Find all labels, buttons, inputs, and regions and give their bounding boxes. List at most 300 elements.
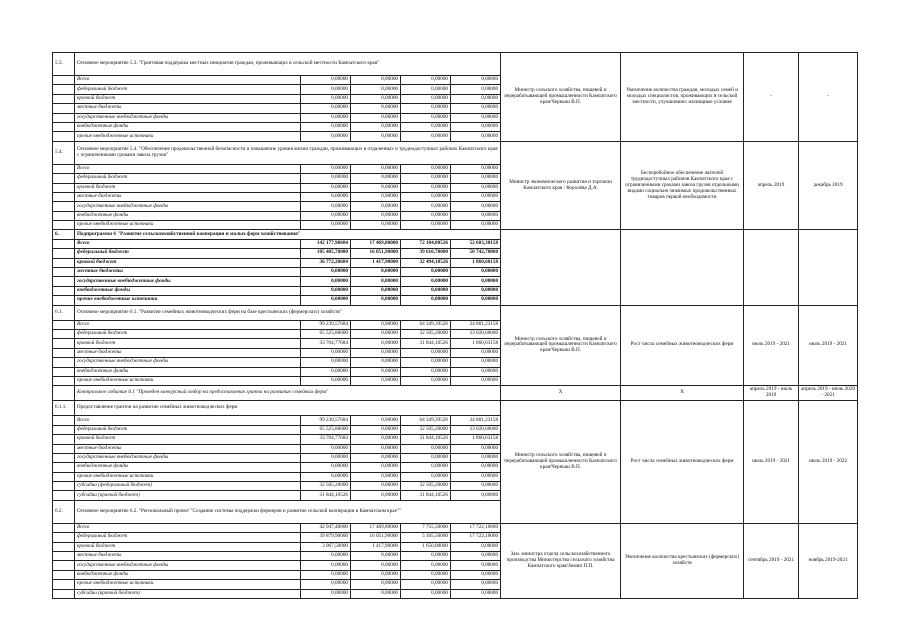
amount-cell: 0,00000 [401,552,451,561]
amount-cell: 0,00000 [301,113,351,122]
end-date-cell: июль 2019 - 2022 [799,401,858,524]
amount-cell: 1 417,90000 [351,258,401,267]
row-number-cell [53,463,75,472]
executor-cell: Зам. министра отдела сельскохозяйственного производства Министерства сельского хозяйства Камчатского края/Зимин П.П. [501,523,621,598]
funding-source-label: внебюджетные фонды [75,570,301,579]
funding-source-label: местные бюджеты [75,268,301,277]
funding-source-label: прочие внебюджетные источники [75,132,301,141]
amount-cell: 0,00000 [301,580,351,589]
amount-cell: 0,00000 [351,416,401,425]
amount-cell: 33 704,77684 [301,339,351,348]
funding-source-label: государственные внебюджетные фонды [75,277,301,286]
funding-source-label: прочие внебюджетные источники [75,221,301,230]
row-number-cell [53,580,75,589]
amount-cell: 0,00000 [451,561,501,570]
measure-row [53,141,858,164]
amount-cell: 52 603,30158 [451,239,501,248]
amount-cell: 0,00000 [301,296,351,305]
amount-cell: 0,00000 [451,286,501,295]
result-cell: X [621,386,744,401]
amount-cell: 0,00000 [401,296,451,305]
amount-cell: 0,00000 [451,552,501,561]
funding-source-label: федеральный бюджет [75,85,301,94]
amount-cell: 17 722,10000 [451,533,501,542]
amount-cell: 0,00000 [301,202,351,211]
amount-cell: 33 020,60000 [451,425,501,434]
amount-cell: 0,00000 [451,164,501,173]
amount-cell: 33 704,77684 [301,435,351,444]
amount-cell: 0,00000 [351,482,401,491]
row-number-cell [53,183,75,192]
amount-cell: 0,00000 [451,76,501,85]
end-date-cell [799,230,858,305]
amount-cell: 0,00000 [401,76,451,85]
amount-cell: 0,00000 [451,268,501,277]
amount-cell: 32 494,10526 [401,258,451,267]
funding-source-label: прочие внебюджетные источники [75,472,301,481]
row-number-cell [53,435,75,444]
amount-cell: 31 844,10526 [401,491,451,500]
amount-cell: 39 879,90000 [301,533,351,542]
row-number-cell [53,211,75,220]
amount-cell: 0,00000 [351,296,401,305]
amount-cell: 0,00000 [301,444,351,453]
row-number-cell [53,561,75,570]
amount-cell: 0,00000 [401,94,451,103]
amount-cell: 32 505,20000 [401,425,451,434]
amount-cell: 0,00000 [301,164,351,173]
amount-cell: 0,00000 [351,552,401,561]
amount-cell: 0,00000 [351,453,401,462]
amount-cell: 39 610,70000 [401,249,451,258]
amount-cell: 0,00000 [301,570,351,579]
amount-cell: 0,00000 [351,570,401,579]
amount-cell: 0,00000 [401,277,451,286]
amount-cell: 34 881,23158 [451,416,501,425]
funding-source-label: государственные внебюджетные фонды [75,358,301,367]
funding-source-label: внебюджетные фонды [75,122,301,131]
funding-source-label: федеральный бюджет [75,329,301,338]
amount-cell: 0,00000 [401,174,451,183]
end-date-cell: - [799,53,858,142]
result-cell [621,230,744,305]
row-number-cell [53,339,75,348]
item-number: 6.2. [53,500,75,523]
amount-cell: 0,00000 [451,104,501,113]
item-number: 5.4. [53,141,75,164]
funding-source-label: государственные внебюджетные фонды [75,202,301,211]
row-number-cell [53,268,75,277]
amount-cell: 0,00000 [451,296,501,305]
funding-row [53,523,858,532]
amount-cell: 0,00000 [351,113,401,122]
funding-source-label: местные бюджеты [75,192,301,201]
funding-source-label: государственные внебюджетные фонды [75,113,301,122]
amount-cell: 0,00000 [401,211,451,220]
amount-cell: 65 525,80000 [301,425,351,434]
item-number: 5.3. [53,53,75,76]
result-cell: Увеличение количества крестьянских (фермерских) хозяйств [621,523,744,598]
funding-source-label: краевой бюджет [75,339,301,348]
amount-cell: 1 860,63158 [451,339,501,348]
funding-source-label: государственные внебюджетные фонды [75,561,301,570]
row-number-cell [53,104,75,113]
amount-cell: 34 881,23158 [451,320,501,329]
amount-cell: 0,00000 [351,589,401,598]
subprogram-row [53,230,858,239]
row-number-cell [53,192,75,201]
row-number-cell [53,85,75,94]
start-date-cell: сентябрь 2019 - 2021 [744,523,799,598]
amount-cell: 0,00000 [451,358,501,367]
amount-cell: 0,00000 [351,367,401,376]
start-date-cell: июль 2019 - 2021 [744,401,799,524]
row-number-cell [53,348,75,357]
amount-cell: 0,00000 [301,76,351,85]
amount-cell: 105 405,70000 [301,249,351,258]
amount-cell: 0,00000 [401,122,451,131]
amount-cell: 0,00000 [351,491,401,500]
amount-cell: 17 469,80000 [351,239,401,248]
start-date-cell: апрель 2019 [744,141,799,230]
funding-source-label: внебюджетные фонды [75,463,301,472]
row-number-cell [53,329,75,338]
measure-row [53,53,858,76]
amount-cell: 0,00000 [351,339,401,348]
amount-cell: 0,00000 [401,183,451,192]
amount-cell: 0,00000 [351,221,401,230]
item-number: 6. [53,230,75,239]
amount-cell: 99 230,57684 [301,416,351,425]
amount-cell: 0,00000 [301,221,351,230]
amount-cell: 0,00000 [451,113,501,122]
amount-cell: 0,00000 [301,174,351,183]
end-date-cell: июль 2019 - 2021 [799,305,858,386]
amount-cell: 0,00000 [351,202,401,211]
row-number-cell [53,286,75,295]
row-number-cell [53,221,75,230]
funding-source-label: Всего [75,76,301,85]
result-cell: Бесперебойное обеспечение жителей труднодоступных районов Камчатского края с ограниченными сроками завоза грузов отдельными видами социально значимых продовольственных товаров первой необходимости [621,141,744,230]
item-number: 6.1. [53,305,75,320]
amount-cell: 0,00000 [451,472,501,481]
amount-cell: 0,00000 [401,104,451,113]
row-number-cell [53,542,75,551]
amount-cell: 0,00000 [351,268,401,277]
funding-source-label: местные бюджеты [75,552,301,561]
amount-cell: 65 525,80000 [301,329,351,338]
result-cell: Рост числа семейных животноводческих ферм [621,401,744,524]
result-cell: Увеличение количества граждан, молодых семей и молодых специалистов, проживающих в сельской местности, улучшивших жилищные условия [621,53,744,142]
amount-cell: 36 772,20684 [301,258,351,267]
item-number: 6.1.1. [53,401,75,416]
measure-title: Основное мероприятие 6.2. "Региональный проект "Создание системы поддержки фермеров и развитие сельской кооперации в Камчатском крае"" [75,500,501,523]
executor-cell [501,230,621,305]
amount-cell: 0,00000 [401,376,451,385]
funding-source-label: субсидии (краевой бюджет) [75,491,301,500]
funding-source-label: внебюджетные фонды [75,286,301,295]
executor-cell: Министр сельского хозяйства, пищевой и перерабатывающей промышленности Камчатского края/Черныш В.П. [501,401,621,524]
funding-source-label: внебюджетные фонды [75,367,301,376]
amount-cell: 0,00000 [351,435,401,444]
subprogram-title: Подпрограмма 6 "Развитие сельскохозяйственной кооперации и малых форм хозяйствования" [75,230,501,239]
amount-cell: 0,00000 [301,85,351,94]
funding-source-label: федеральный бюджет [75,533,301,542]
row-number-cell [53,491,75,500]
amount-cell: 0,00000 [451,85,501,94]
start-date-cell: июль 2019 - 2021 [744,305,799,386]
row-number-cell [53,376,75,385]
start-date-cell [744,230,799,305]
amount-cell: 32 505,20000 [401,329,451,338]
amount-cell: 0,00000 [351,348,401,357]
row-number-cell [53,258,75,267]
row-number-cell [53,202,75,211]
amount-cell: 0,00000 [401,132,451,141]
control-event-title: Контрольное событие 6.1 "Проведен конкурсный отбор на предоставление гранта на развитие семейных ферм" [75,386,501,401]
row-number-cell [53,239,75,248]
amount-cell: 0,00000 [351,183,401,192]
item-number [53,386,75,401]
amount-cell: 0,00000 [401,463,451,472]
amount-cell: 0,00000 [351,85,401,94]
funding-source-label: местные бюджеты [75,444,301,453]
measure-title: Основное мероприятие 5.4. "Обеспечение продовольственной безопасности и повышение уровня жизни граждан, проживающих в отдаленных и труднодоступных районах Камчатского края с ограниченными сроками завоза грузов" [75,141,501,164]
funding-source-label: краевой бюджет [75,94,301,103]
amount-cell: 0,00000 [351,561,401,570]
funding-source-label: субсидии (федеральный бюджет) [75,482,301,491]
funding-source-label: внебюджетные фонды [75,211,301,220]
amount-cell: 16 051,90000 [351,249,401,258]
amount-cell: 0,00000 [401,85,451,94]
amount-cell: 0,00000 [351,320,401,329]
amount-cell: 0,00000 [301,132,351,141]
funding-source-label: государственные внебюджетные фонды [75,453,301,462]
amount-cell: 0,00000 [301,358,351,367]
amount-cell: 0,00000 [451,277,501,286]
amount-cell: 0,00000 [351,122,401,131]
amount-cell: 0,00000 [301,277,351,286]
row-number-cell [53,425,75,434]
amount-cell: 0,00000 [301,183,351,192]
amount-cell: 7 755,50000 [401,523,451,532]
amount-cell: 0,00000 [401,367,451,376]
amount-cell: 0,00000 [301,552,351,561]
amount-cell: 0,00000 [351,211,401,220]
amount-cell: 0,00000 [351,94,401,103]
amount-cell: 17 722,10000 [451,523,501,532]
funding-source-label: Всего [75,523,301,532]
row-number-cell [53,320,75,329]
funding-source-label: субсидии (краевой бюджет) [75,589,301,598]
amount-cell: 0,00000 [401,348,451,357]
amount-cell: 31 844,10526 [301,491,351,500]
amount-cell: 0,00000 [351,132,401,141]
amount-cell: 0,00000 [451,211,501,220]
budget-table [52,52,858,599]
amount-cell: 0,00000 [351,329,401,338]
row-number-cell [53,174,75,183]
amount-cell: 0,00000 [451,491,501,500]
amount-cell: 0,00000 [301,561,351,570]
funding-source-label: краевой бюджет [75,258,301,267]
funding-source-label: федеральный бюджет [75,249,301,258]
funding-source-label: прочие внебюджетные источники [75,580,301,589]
amount-cell: 0,00000 [401,164,451,173]
end-date-cell: декабрь 2019 [799,141,858,230]
funding-source-label: федеральный бюджет [75,174,301,183]
funding-source-label: Всего [75,239,301,248]
funding-source-label: Всего [75,320,301,329]
amount-cell: 0,00000 [351,286,401,295]
funding-source-label: краевой бюджет [75,435,301,444]
amount-cell: 0,00000 [301,192,351,201]
amount-cell: 3 067,50000 [301,542,351,551]
amount-cell: 0,00000 [351,425,401,434]
amount-cell: 50 742,70000 [451,249,501,258]
funding-source-label: местные бюджеты [75,104,301,113]
amount-cell: 17 469,80000 [351,523,401,532]
amount-cell: 64 349,39526 [401,416,451,425]
row-number-cell [53,482,75,491]
amount-cell: 0,00000 [301,463,351,472]
row-number-cell [53,122,75,131]
amount-cell: 0,00000 [451,202,501,211]
amount-cell: 32 505,20000 [401,482,451,491]
row-number-cell [53,589,75,598]
funding-source-label: Всего [75,416,301,425]
funding-source-label: прочие внебюджетные источники [75,296,301,305]
amount-cell: 1 417,90000 [351,542,401,551]
row-number-cell [53,277,75,286]
row-number-cell [53,113,75,122]
amount-cell: 0,00000 [301,367,351,376]
amount-cell: 0,00000 [451,348,501,357]
amount-cell: 0,00000 [451,570,501,579]
amount-cell: 0,00000 [301,122,351,131]
row-number-cell [53,249,75,258]
result-cell: Рост числа семейных животноводческих ферм [621,305,744,386]
amount-cell: 0,00000 [451,367,501,376]
amount-cell: 0,00000 [301,589,351,598]
amount-cell: 0,00000 [451,542,501,551]
executor-cell: X [501,386,621,401]
amount-cell: 0,00000 [451,589,501,598]
amount-cell: 0,00000 [401,113,451,122]
amount-cell: 0,00000 [351,580,401,589]
funding-source-label: Всего [75,164,301,173]
row-number-cell [53,533,75,542]
row-number-cell [53,552,75,561]
funding-source-label: прочие внебюджетные источники [75,376,301,385]
amount-cell: 0,00000 [351,277,401,286]
amount-cell: 72 104,80526 [401,239,451,248]
amount-cell: 0,00000 [401,221,451,230]
amount-cell: 16 051,90000 [351,533,401,542]
amount-cell: 0,00000 [401,570,451,579]
funding-source-label: краевой бюджет [75,183,301,192]
amount-cell: 0,00000 [301,348,351,357]
amount-cell: 0,00000 [351,76,401,85]
row-number-cell [53,472,75,481]
amount-cell: 0,00000 [351,164,401,173]
amount-cell: 0,00000 [351,463,401,472]
executor-cell: Министр сельского хозяйства, пищевой и перерабатывающей промышленности Камчатского края/Черныш В.П. [501,305,621,386]
funding-source-label: краевой бюджет [75,542,301,551]
amount-cell: 142 177,90684 [301,239,351,248]
row-number-cell [53,358,75,367]
executor-cell: Министр экономического развития и торговли Камчатского края / Королёва Д.А. [501,141,621,230]
measure-row [53,305,858,320]
amount-cell: 0,00000 [351,444,401,453]
row-number-cell [53,453,75,462]
row-number-cell [53,444,75,453]
row-number-cell [53,76,75,85]
amount-cell: 0,00000 [451,463,501,472]
amount-cell: 0,00000 [301,472,351,481]
amount-cell: 0,00000 [401,561,451,570]
amount-cell: 0,00000 [451,376,501,385]
amount-cell: 0,00000 [401,192,451,201]
measure-title: Предоставление грантов на развитие семейных животноводческих ферм [75,401,501,416]
amount-cell: 31 844,10526 [401,339,451,348]
amount-cell: 0,00000 [401,444,451,453]
amount-cell: 0,00000 [451,174,501,183]
measure-title: Основное мероприятие 5.3. "Грантовая поддержка местных инициатив граждан, проживающих в сельской местности Камчатского края" [75,53,501,76]
amount-cell: 0,00000 [451,444,501,453]
amount-cell: 64 349,39526 [401,320,451,329]
row-number-cell [53,367,75,376]
amount-cell: 1 860,63158 [451,435,501,444]
row-number-cell [53,523,75,532]
measure-title: Основное мероприятие 6.1. "Развитие семейных животноводческих ферм на базе крестьянских (фермерских) хозяйств" [75,305,501,320]
amount-cell: 0,00000 [351,358,401,367]
amount-cell: 0,00000 [401,358,451,367]
row-number-cell [53,570,75,579]
amount-cell: 0,00000 [401,268,451,277]
amount-cell: 0,00000 [451,132,501,141]
amount-cell: 1 650,00000 [401,542,451,551]
amount-cell: 0,00000 [351,472,401,481]
funding-source-label: местные бюджеты [75,348,301,357]
amount-cell: 5 105,50000 [401,533,451,542]
amount-cell: 0,00000 [401,472,451,481]
amount-cell: 0,00000 [401,453,451,462]
amount-cell: 0,00000 [451,580,501,589]
amount-cell: 0,00000 [351,376,401,385]
end-date-cell: апрель 2019 - июль 2020 - 2021 [799,386,858,401]
amount-cell: 0,00000 [401,580,451,589]
measure-row [53,401,858,416]
amount-cell: 42 947,40000 [301,523,351,532]
amount-cell: 32 505,20000 [301,482,351,491]
amount-cell: 0,00000 [451,221,501,230]
row-number-cell [53,164,75,173]
amount-cell: 0,00000 [451,482,501,491]
amount-cell: 0,00000 [401,589,451,598]
row-number-cell [53,132,75,141]
start-date-cell: апрель 2019 - июль 2019 [744,386,799,401]
amount-cell: 99 230,57684 [301,320,351,329]
amount-cell: 0,00000 [301,453,351,462]
amount-cell: 0,00000 [301,104,351,113]
row-number-cell [53,296,75,305]
budget-table-page [52,52,857,634]
funding-source-label: федеральный бюджет [75,425,301,434]
control-event-row [53,386,858,401]
amount-cell: 0,00000 [301,211,351,220]
amount-cell: 0,00000 [401,286,451,295]
